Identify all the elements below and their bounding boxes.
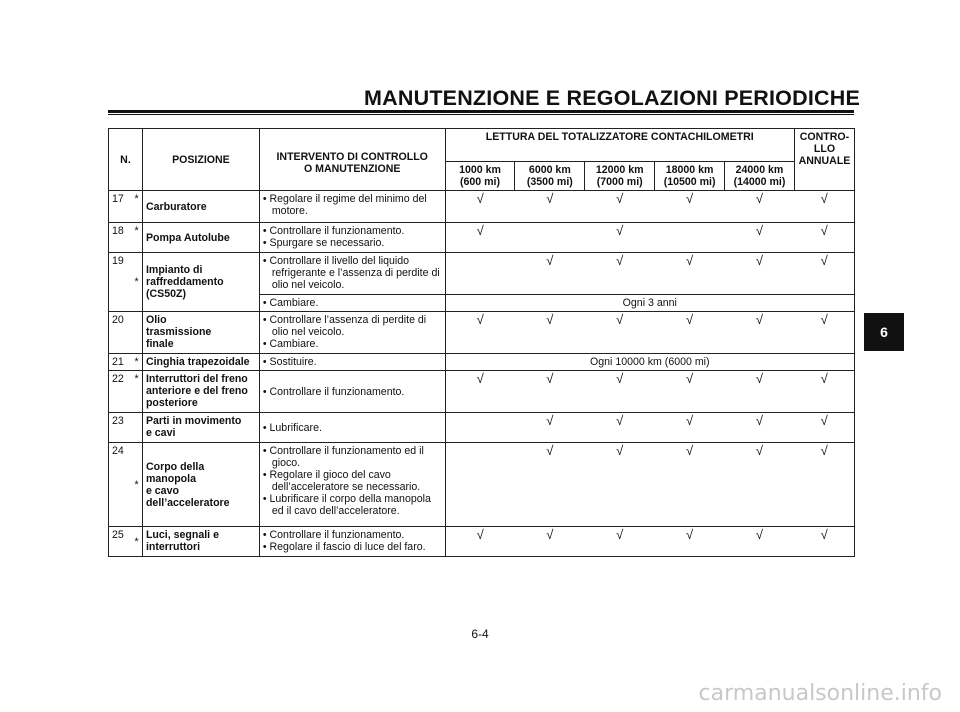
km-24000: 24000 km (14000 mi) (725, 162, 795, 191)
header-intervention: INTERVENTO DI CONTROLLO O MANUTENZIONE (259, 129, 445, 191)
page-title: MANUTENZIONE E REGOLAZIONI PERIODICHE (364, 86, 860, 110)
chapter-tab: 6 (864, 313, 904, 351)
header-rule-thin (108, 114, 854, 115)
header-rule (108, 110, 854, 113)
km-18000: 18000 km (10500 mi) (655, 162, 725, 191)
table-row: 23 Parti in movimento e cavi • Lubrificare. √ √ √ √ √ (109, 413, 855, 443)
header-n: N. (109, 129, 143, 191)
maintenance-table (108, 128, 855, 557)
header-position: POSIZIONE (142, 129, 259, 191)
table-row: • Cambiare. Ogni 3 anni (109, 295, 855, 312)
table-row: 25 * Luci, segnali e interruttori • Controllare il funzionamento. • Regolare il fascio di luce del faro. √ √ √ √ √ √ (109, 527, 855, 557)
table-row: 17 * Carburatore • Regolare il regime del minimo del motore. √ √ √ √ √ √ (109, 191, 855, 223)
km-1000: 1000 km (600 mi) (445, 162, 515, 191)
km-6000: 6000 km (3500 mi) (515, 162, 585, 191)
km-12000: 12000 km (7000 mi) (585, 162, 655, 191)
header-row (109, 129, 855, 162)
page-number: 6-4 (471, 627, 489, 641)
table-row: 20 Olio trasmissione finale • Controllare l’assenza di perdite di olio nel veicolo. • Cambiare. √ √ √ √ √ √ (109, 312, 855, 354)
header-odometer: LETTURA DEL TOTALIZZATORE CONTACHILOMETRI (445, 129, 794, 162)
header-annual-check: CONTRO- LLO ANNUALE (794, 129, 854, 191)
table-row: 24 * Corpo della manopola e cavo dell’acceleratore • Controllare il funzionamento ed il gioco. • Regolare il gioco del cavo dell’acceleratore se necessario. • Lubrificare il corpo della manopola ed il cavo dell’acceleratore. √ √ √ √ √ (109, 443, 855, 527)
table-row: 21 * Cinghia trapezoidale • Sostituire. Ogni 10000 km (6000 mi) (109, 354, 855, 371)
watermark: carmanualsonline.info (698, 681, 942, 706)
table-row: 22 * Interruttori del freno anteriore e del freno posteriore • Controllare il funzionamento. √ √ √ √ √ √ (109, 371, 855, 413)
table-row: 18 * Pompa Autolube • Controllare il funzionamento. • Spurgare se necessario. √ √ √ √ (109, 223, 855, 253)
table-row: 19 * Impianto di raffreddamento (CS50Z) • Controllare il livello del liquido refrigerante e l’assenza di perdite di olio nel veicolo. √ √ √ √ √ (109, 253, 855, 295)
